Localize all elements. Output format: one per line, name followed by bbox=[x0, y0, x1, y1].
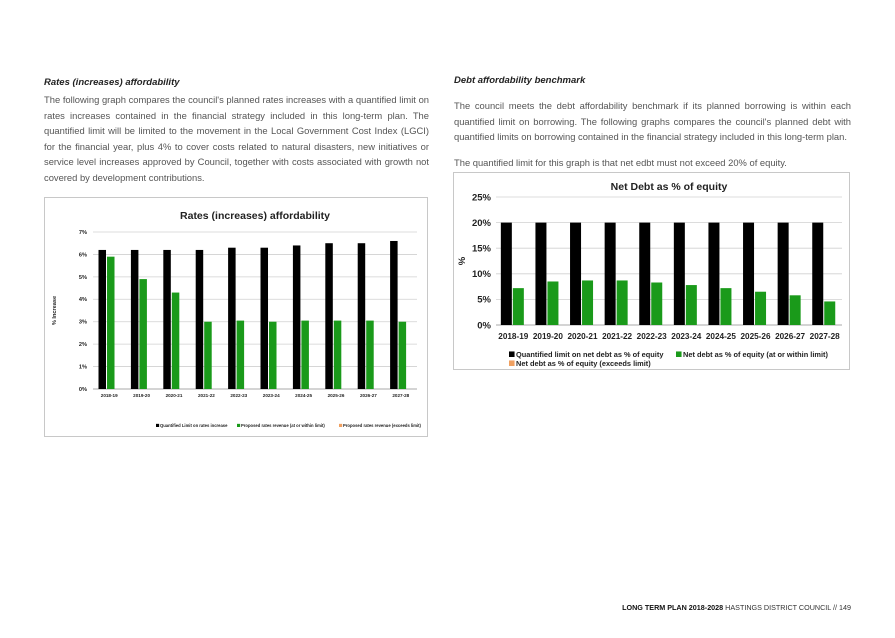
y-tick-label: 4% bbox=[78, 297, 87, 304]
bar-actual-2021-22 bbox=[204, 322, 212, 389]
x-tick-label: 2023-24 bbox=[262, 393, 280, 398]
x-tick-label: 2020-21 bbox=[567, 332, 598, 341]
legend-swatch bbox=[509, 360, 515, 366]
bar-actual-2020-21 bbox=[582, 280, 593, 325]
net-debt-chart-svg bbox=[454, 173, 849, 369]
bar-limit-2018-19 bbox=[99, 250, 107, 389]
x-tick-label: 2022-23 bbox=[636, 332, 667, 341]
x-tick-label: 2018-19 bbox=[498, 332, 529, 341]
x-tick-label: 2020-21 bbox=[165, 393, 183, 398]
bar-actual-2022-23 bbox=[651, 283, 662, 325]
x-tick-label: 2022-23 bbox=[230, 393, 248, 398]
bar-limit-2024-25 bbox=[708, 223, 719, 325]
x-tick-label: 2025-26 bbox=[327, 393, 345, 398]
bar-actual-2026-27 bbox=[790, 295, 801, 325]
debt-paragraph-2: The quantified limit for this graph is that net edbt must not exceed 20% of equity. bbox=[454, 156, 787, 168]
rates-affordability-chart bbox=[44, 197, 428, 437]
bar-actual-2018-19 bbox=[513, 288, 524, 325]
bar-limit-2026-27 bbox=[778, 223, 789, 325]
legend-label: Net debt as % of equity (exceeds limit) bbox=[516, 359, 651, 368]
bar-actual-2027-28 bbox=[824, 301, 835, 325]
y-tick-label: 0% bbox=[477, 320, 491, 332]
bar-limit-2023-24 bbox=[674, 223, 685, 325]
x-tick-label: 2021-22 bbox=[197, 393, 215, 398]
y-axis-label: % Increase bbox=[52, 295, 58, 326]
bar-limit-2027-28 bbox=[390, 241, 398, 389]
bar-actual-2018-19 bbox=[107, 257, 115, 389]
x-tick-label: 2019-20 bbox=[532, 332, 563, 341]
legend-label: Quantified limit on net debt as % of equity bbox=[516, 350, 664, 359]
bar-limit-2020-21 bbox=[570, 223, 581, 325]
y-tick-label: 5% bbox=[78, 274, 87, 281]
bar-actual-2027-28 bbox=[399, 322, 407, 389]
y-tick-label: 7% bbox=[78, 229, 87, 236]
y-tick-label: 6% bbox=[78, 252, 87, 259]
y-tick-label: 10% bbox=[471, 269, 491, 281]
footer-council-page: HASTINGS DISTRICT COUNCIL // 149 bbox=[723, 603, 851, 612]
legend-swatch bbox=[156, 424, 159, 427]
y-tick-label: 2% bbox=[78, 342, 87, 349]
bar-actual-2025-26 bbox=[334, 321, 342, 389]
bar-limit-2019-20 bbox=[535, 223, 546, 325]
debt-affordability-heading: Debt affordability benchmark bbox=[454, 75, 586, 86]
bar-limit-2024-25 bbox=[293, 245, 301, 389]
x-tick-label: 2026-27 bbox=[359, 393, 377, 398]
rates-affordability-heading: Rates (increases) affordability bbox=[44, 77, 180, 88]
rates-affordability-paragraph bbox=[44, 92, 429, 193]
legend-swatch bbox=[676, 351, 682, 357]
y-tick-label: 20% bbox=[471, 217, 491, 229]
bar-limit-2021-22 bbox=[605, 223, 616, 325]
rates-chart-svg bbox=[45, 198, 427, 436]
legend-label: Proposed rates revenue (at or within limit) bbox=[240, 423, 325, 428]
x-tick-label: 2023-24 bbox=[671, 332, 702, 341]
legend-swatch bbox=[339, 424, 342, 427]
bar-actual-2026-27 bbox=[366, 321, 374, 389]
bar-limit-2020-21 bbox=[163, 250, 171, 389]
bar-limit-2026-27 bbox=[358, 243, 366, 389]
bar-limit-2023-24 bbox=[261, 248, 269, 389]
bar-actual-2024-25 bbox=[720, 288, 731, 325]
bar-limit-2021-22 bbox=[196, 250, 204, 389]
bar-actual-2021-22 bbox=[617, 280, 628, 325]
legend-swatch bbox=[509, 351, 515, 357]
x-tick-label: 2024-25 bbox=[295, 393, 313, 398]
bar-limit-2022-23 bbox=[228, 248, 236, 389]
y-tick-label: 0% bbox=[78, 386, 87, 393]
bar-limit-2025-26 bbox=[743, 223, 754, 325]
y-tick-label: 5% bbox=[477, 294, 491, 306]
legend-label: Quantified Limit on rates increase bbox=[159, 423, 228, 428]
x-tick-label: 2019-20 bbox=[133, 393, 151, 398]
y-tick-label: 15% bbox=[471, 243, 491, 255]
debt-paragraph-1: The council meets the debt affordability benchmark if its planned borrowing is within each quantified limit on borrowing. The following graphs compares the council's planned debt with quantified limits on borrowing contained in the financial strategy included in this long-term plan. bbox=[454, 100, 851, 142]
bar-limit-2025-26 bbox=[325, 243, 333, 389]
x-tick-label: 2027-28 bbox=[392, 393, 410, 398]
bar-limit-2027-28 bbox=[812, 223, 823, 325]
net-debt-chart bbox=[453, 172, 850, 370]
bar-actual-2019-20 bbox=[139, 279, 147, 389]
bar-limit-2019-20 bbox=[131, 250, 139, 389]
debt-affordability-paragraphs bbox=[454, 98, 851, 178]
bar-actual-2020-21 bbox=[172, 293, 180, 389]
rates-paragraph-text: The following graph compares the council's planned rates increases with a quantified limit on rates increases contained in the financial strategy included in this long-term plan. The quantified limit will be limited to the movement in the Local Government Cost Index (LGCI) for the financial year, plus 4% to cover costs related to natural disasters, new initiatives or service level increases approved by Council, together with costs associated with growth not covered by development contributions. bbox=[44, 94, 429, 183]
chart-title: Net Debt as % of equity bbox=[610, 181, 728, 193]
bar-actual-2023-24 bbox=[269, 322, 277, 389]
y-tick-label: 3% bbox=[78, 319, 87, 326]
x-tick-label: 2024-25 bbox=[705, 332, 736, 341]
x-tick-label: 2026-27 bbox=[775, 332, 806, 341]
bar-actual-2019-20 bbox=[547, 281, 558, 325]
footer-plan-title: LONG TERM PLAN 2018-2028 bbox=[622, 603, 724, 612]
legend-label: Net debt as % of equity (at or within limit) bbox=[683, 350, 828, 359]
bar-actual-2022-23 bbox=[237, 321, 245, 389]
bar-limit-2022-23 bbox=[639, 223, 650, 325]
chart-title: Rates (increases) affordability bbox=[180, 210, 330, 222]
x-tick-label: 2025-26 bbox=[740, 332, 771, 341]
page-footer bbox=[622, 603, 851, 612]
bar-actual-2024-25 bbox=[301, 321, 309, 389]
y-axis-label: % bbox=[457, 256, 468, 266]
legend-swatch bbox=[237, 424, 240, 427]
bar-actual-2025-26 bbox=[755, 292, 766, 325]
x-tick-label: 2018-19 bbox=[100, 393, 118, 398]
y-tick-label: 25% bbox=[471, 192, 491, 204]
x-tick-label: 2021-22 bbox=[602, 332, 633, 341]
y-tick-label: 1% bbox=[78, 364, 87, 371]
bar-limit-2018-19 bbox=[501, 223, 512, 325]
legend-label: Proposed rates revenue (exceeds limit) bbox=[342, 423, 421, 428]
bar-actual-2023-24 bbox=[686, 285, 697, 325]
x-tick-label: 2027-28 bbox=[809, 332, 840, 341]
